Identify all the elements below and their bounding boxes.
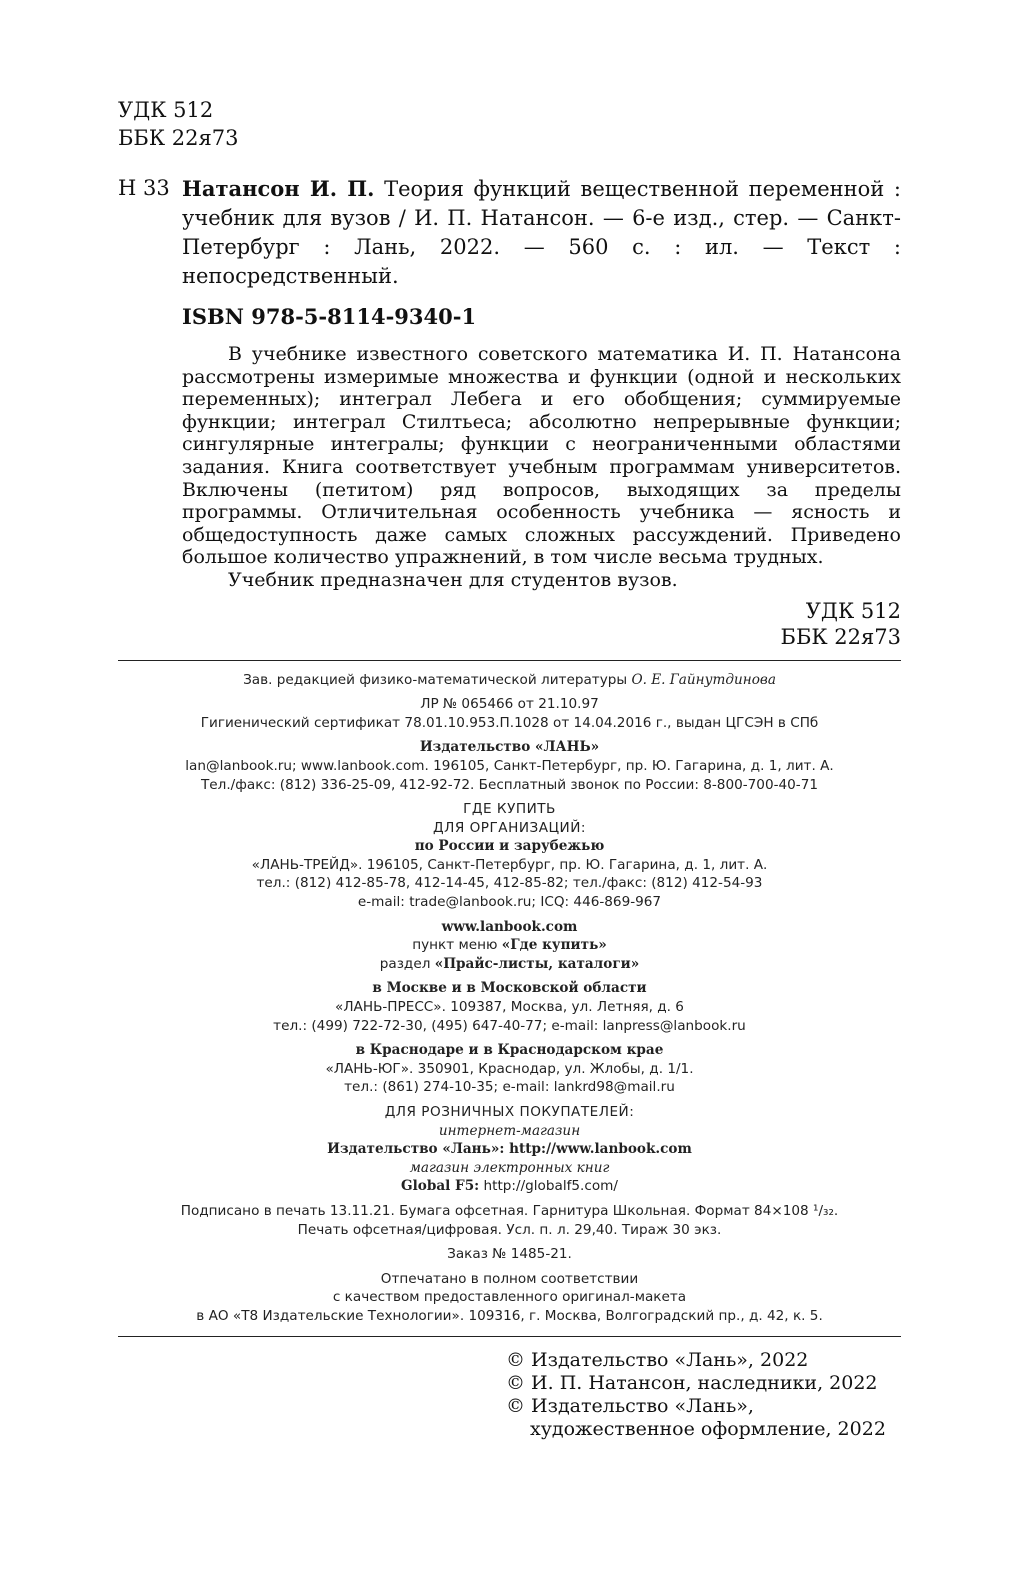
where-to-buy-heading: ГДЕ КУПИТЬ <box>463 801 556 818</box>
bbk-code: ББК 22я73 <box>118 126 239 150</box>
abstract <box>182 343 901 592</box>
krasnodar-address: «ЛАНЬ-ЮГ». 350901, Краснодар, ул. Жлобы, д. 1/1. <box>325 1060 694 1077</box>
for-retail-heading: ДЛЯ РОЗНИЧНЫХ ПОКУПАТЕЛЕЙ: <box>384 1104 635 1120</box>
printer-block <box>118 1270 901 1326</box>
retail-block <box>118 1103 901 1196</box>
divider-bottom <box>118 1336 901 1337</box>
trade-address: «ЛАНЬ-ТРЕЙД». 196105, Санкт-Петербург, пр. Ю. Гагарина, д. 1, лит. А. <box>251 856 768 873</box>
trade-phones: тел.: (812) 412-85-78, 412-14-45, 412-85-82; тел./факс: (812) 412-54-93 <box>256 875 763 892</box>
moscow-heading: в Москве и в Московской области <box>372 980 647 997</box>
printed-line-1: Отпечатано в полном соответствии <box>380 1270 639 1287</box>
krasnodar-heading: в Краснодаре и в Краснодарском крае <box>355 1042 664 1059</box>
krasnodar-phones: тел.: (861) 274-10-35; e-mail: lankrd98@mail.ru <box>344 1079 675 1096</box>
udk-code: УДК 512 <box>118 98 214 122</box>
imprint-page <box>118 96 901 1441</box>
printed-line-2: с качеством предоставленного оригинал-макета <box>332 1289 687 1306</box>
publisher-name: Издательство «ЛАНЬ» <box>419 739 600 756</box>
abstract-paragraph-1: В учебнике известного советского математика И. П. Натансона рассмотрены измеримые множества и функции (одной и нескольких переменных); интеграл Лебега и его обобщения; суммируемые функции; интеграл Стилтьеса; абсолютно непрерывные функции; сингулярные интегралы; функции с неограниченными областями задания. Книга соответствует учебным программам университетов. Включены (петитом) ряд вопросов, выходящих за пределы программы. Отличительная особенность учебника — ясность и общедоступность даже самых сложных рассуждений. Приведено большое количество упражнений, в том числе весьма трудных. <box>182 343 901 569</box>
divider-top <box>118 660 901 661</box>
shop-name: Издательство «Лань»: http://www.lanbook.com <box>327 1141 692 1158</box>
order-number: Заказ № 1485-21. <box>447 1246 572 1263</box>
for-organizations-heading: ДЛЯ ОРГАНИЗАЦИЙ: <box>433 819 586 836</box>
website-block <box>118 918 901 974</box>
license: ЛР № 065466 от 21.10.97 <box>420 696 599 713</box>
website: www.lanbook.com <box>441 918 578 935</box>
classification-top <box>118 96 901 152</box>
publisher-address: lan@lanbook.ru; www.lanbook.com. 196105, Санкт-Петербург, пр. Ю. Гагарина, д. 1, лит. А. <box>185 757 834 774</box>
menu-item-line: пункт меню «Где купить» <box>412 937 607 954</box>
author-sign: Н 33 <box>118 176 170 200</box>
printed-line-3: в АО «Т8 Издательские Технологии». 109316, г. Москва, Волгоградский пр., д. 42, к. 5. <box>196 1307 823 1324</box>
moscow-phones: тел.: (499) 722-72-30, (495) 647-40-77; e-mail: lanpress@lanbook.ru <box>273 1017 746 1034</box>
publisher-phones: Тел./факс: (812) 336-25-09, 412-92-72. Бесплатный звонок по России: 8-800-700-40-71 <box>200 776 819 793</box>
russia-abroad-heading: по России и зарубежью <box>414 838 605 855</box>
copyright-line-2: © И. П. Натансон, наследники, 2022 <box>506 1371 878 1394</box>
trade-email: e-mail: trade@lanbook.ru; ICQ: 446-869-967 <box>357 894 662 911</box>
copyright-block <box>506 1349 901 1441</box>
publisher-block <box>118 738 901 794</box>
license-block <box>118 695 901 732</box>
ebook-shop-label: магазин электронных книг <box>409 1159 610 1176</box>
print-info-block <box>118 1202 901 1239</box>
moscow-block <box>118 979 901 1035</box>
print-info-2: Печать офсетная/цифровая. Усл. п. л. 29,40. Тираж 30 экз. <box>297 1221 722 1238</box>
author-name: Натансон И. П. <box>182 176 375 201</box>
udk-code-bottom: УДК 512 <box>805 598 901 623</box>
where-to-buy-block <box>118 800 901 912</box>
copyright-line-4: художественное оформление, 2022 <box>530 1417 886 1440</box>
hygiene-certificate: Гигиенический сертификат 78.01.10.953.П.1028 от 14.04.2016 г., выдан ЦГСЭН в СПб <box>200 714 819 731</box>
editor-name: О. Е. Гайнутдинова <box>631 671 776 688</box>
global-f5-line: Global F5: http://globalf5.com/ <box>401 1178 618 1195</box>
bbk-code-bottom: ББК 22я73 <box>780 624 901 649</box>
editor-line: Зав. редакцией физико-математической литературы О. Е. Гайнутдинова <box>243 671 776 688</box>
bibliographic-description <box>182 174 901 291</box>
title-description: Теория функций вещественной переменной : учебник для вузов / И. П. Натансон. — 6-е изд., стер. — Санкт-Петербург : Лань, 2022. — 560 с. : ил. — Текст : непосредственный. <box>182 177 901 288</box>
bibliographic-entry <box>118 174 901 291</box>
internet-shop-label: интернет-магазин <box>438 1122 581 1139</box>
moscow-address: «ЛАНЬ-ПРЕСС». 109387, Москва, ул. Летняя, д. 6 <box>335 999 684 1016</box>
abstract-paragraph-2: Учебник предназначен для студентов вузов. <box>228 568 678 591</box>
isbn: ISBN 978-5-8114-9340-1 <box>182 304 477 329</box>
print-info-1: Подписано в печать 13.11.21. Бумага офсетная. Гарнитура Школьная. Формат 84×108 ¹/₃₂. <box>180 1202 839 1219</box>
imprint-block <box>118 671 901 1326</box>
copyright-line-1: © Издательство «Лань», 2022 <box>506 1348 809 1371</box>
copyright-line-3: © Издательство «Лань», <box>506 1394 754 1417</box>
section-line: раздел «Прайс-листы, каталоги» <box>379 955 640 972</box>
krasnodar-block <box>118 1041 901 1097</box>
classification-bottom <box>118 598 901 650</box>
